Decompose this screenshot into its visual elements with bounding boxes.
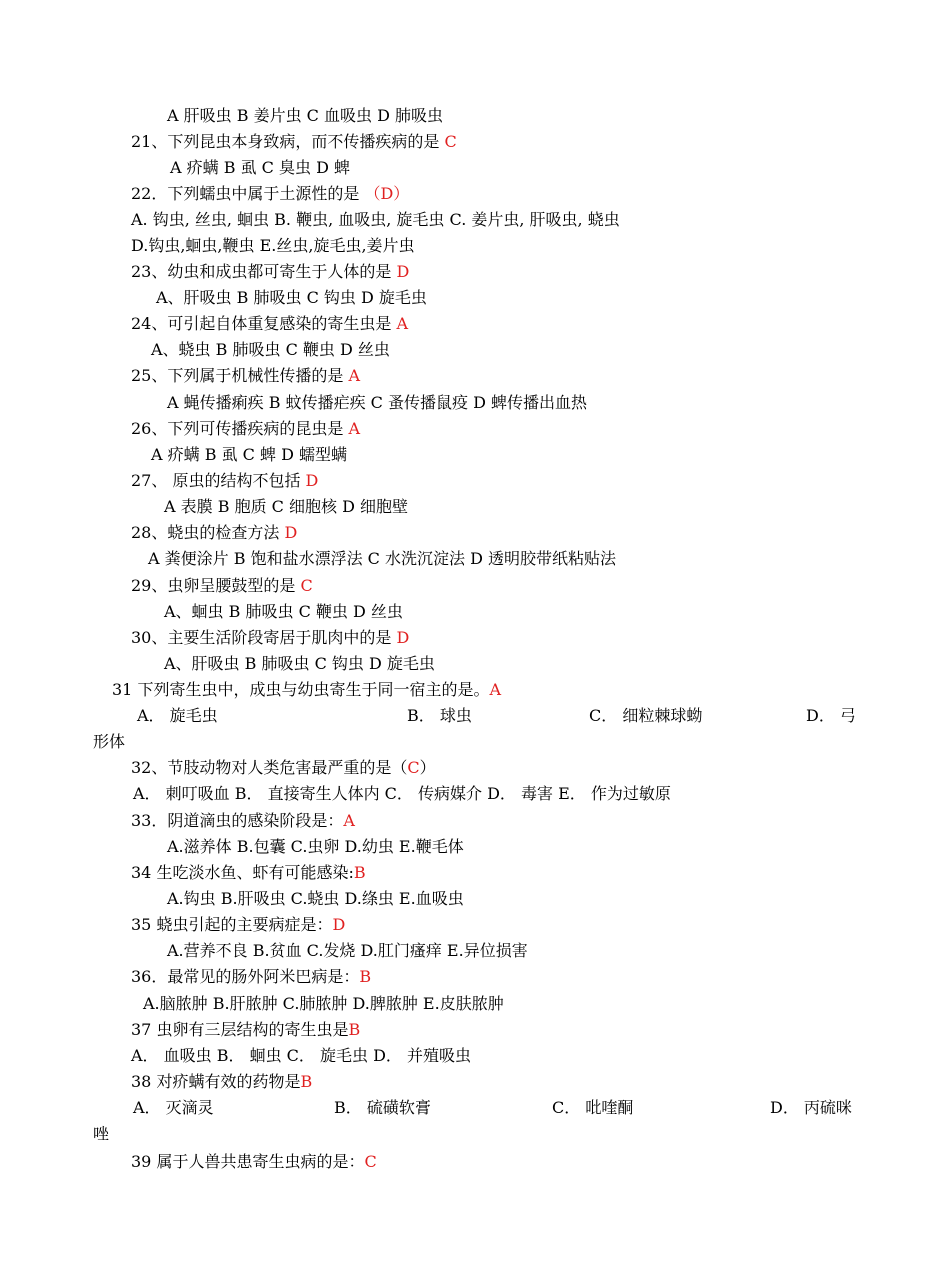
text-line [164,654,435,674]
line-text: 形体 [93,732,126,751]
q31-option-d: D． 弓 [806,706,856,725]
answer-mark: D [332,915,346,934]
text-line [131,262,409,282]
line-text: A 肝吸虫 B 姜片虫 C 血吸虫 D 肺吸虫 [167,106,443,125]
answer-mark: A [343,811,355,830]
q38-option-d: D． 丙硫咪 [770,1098,852,1117]
line-text: 28、蛲虫的检查方法 [131,523,285,542]
text-line [167,889,464,909]
line-text: 36．最常见的肠外阿米巴病是： [131,967,360,986]
text-line [164,497,408,517]
answer-mark: D [396,262,410,281]
text-line [131,628,409,648]
text-line [131,184,409,204]
line-text: 22．下列蠕虫中属于土源性的是 [131,184,365,203]
line-text: 38 对疥螨有效的药物是 [131,1072,301,1091]
answer-mark: B [348,1020,361,1039]
text-line [131,967,371,987]
text-line [131,915,345,935]
text-line [131,758,436,778]
line-text: D.钩虫,蛔虫,鞭虫 E.丝虫,旋毛虫,姜片虫 [131,236,415,255]
line-text: A. 钩虫, 丝虫, 蛔虫 B. 鞭虫, 血吸虫, 旋毛虫 C. 姜片虫, 肝吸虫, 蛲虫 [131,210,620,229]
line-text: A.脑脓肿 B.肝脓肿 C.肺脓肿 D.脾脓肿 E.皮肤脓肿 [143,994,504,1013]
line-text: A、肝吸虫 B 肺吸虫 C 钩虫 D 旋毛虫 [156,288,427,307]
text-line [131,523,297,543]
answer-mark: C [444,132,457,151]
q38-option-b: B． 硫磺软膏 [334,1098,431,1117]
answer-mark: B [353,863,366,882]
answer-mark: B [359,967,372,986]
line-text: 33．阴道滴虫的感染阶段是： [131,811,344,830]
line-text: A 蝇传播痢疾 B 蚊传播疟疾 C 蚤传播鼠疫 D 蜱传播出血热 [167,393,587,412]
text-line [143,994,504,1014]
text-line [131,236,415,256]
line-text: 34 生吃淡水鱼、虾有可能感染: [131,863,354,882]
answer-mark: D [396,628,410,647]
text-line [151,340,390,360]
text-line [164,602,403,622]
q31-option-c: C． 细粒棘球蚴 [589,706,703,725]
q38-option-a: A． 灭滴灵 [133,1098,214,1117]
answer-mark: D [284,523,298,542]
line-text: 21、下列昆虫本身致病，而不传播疾病的是 [131,132,445,151]
answer-mark: A [348,366,361,385]
line-text: 29、虫卵呈腰鼓型的是 [131,576,301,595]
line-text: A、蛲虫 B 肺吸虫 C 鞭虫 D 丝虫 [151,340,390,359]
text-line [131,471,318,491]
text-line [167,106,443,126]
line-text: 24、可引起自体重复感染的寄生虫是 [131,314,397,333]
text-line [131,1152,377,1172]
text-line [131,210,620,230]
line-text: 23、幼虫和成虫都可寄生于人体的是 [131,262,397,281]
line-text: 26、下列可传播疾病的昆虫是 [131,419,349,438]
text-line [170,158,350,178]
text-line [131,1020,360,1040]
q38-option-c: C． 吡喹酮 [552,1098,634,1117]
line-text: 27、 原虫的结构不包括 [131,471,306,490]
text-line [112,680,501,700]
line-text: 32、节肢动物对人类危害最严重的是（ [131,758,408,777]
text-line [133,784,671,804]
text-line [151,445,347,465]
q31-option-a: A． 旋毛虫 [137,706,218,725]
text-line [131,132,457,152]
answer-mark: C [364,1152,377,1171]
line-text: 31 下列寄生虫中，成虫与幼虫寄生于同一宿主的是。 [112,680,490,699]
line-text: A 疥螨 B 虱 C 蜱 D 蠕型螨 [151,445,347,464]
answer-mark: C [407,758,420,777]
answer-mark: B [300,1072,313,1091]
line-text: A、肝吸虫 B 肺吸虫 C 钩虫 D 旋毛虫 [164,654,435,673]
text-line [131,811,355,831]
text-line [131,366,360,386]
line-text: 39 属于人兽共患寄生虫病的是： [131,1152,365,1171]
answer-mark: C [300,576,313,595]
text-line [131,419,360,439]
line-text: 30、主要生活阶段寄居于肌肉中的是 [131,628,397,647]
text-line [131,1072,312,1092]
text-line [167,941,528,961]
line-text: A 粪便涂片 B 饱和盐水漂浮法 C 水洗沉淀法 D 透明胶带纸粘贴法 [148,549,616,568]
line-text: A． 血吸虫 B． 蛔虫 C． 旋毛虫 D． 并殖吸虫 [131,1046,471,1065]
text-line [131,314,408,334]
text-line [93,1124,109,1144]
answer-mark: D [305,471,319,490]
answer-mark: A [396,314,409,333]
q31-option-b: B． 球虫 [407,706,472,725]
text-line [93,732,125,752]
text-line [156,288,427,308]
answer-mark: A [348,419,361,438]
line-text: 唑 [93,1124,110,1143]
text-line [167,837,464,857]
text-line [167,393,587,413]
answer-mark: A [489,680,502,699]
text-line [131,576,313,596]
line-text: A 疥螨 B 虱 C 臭虫 D 蜱 [170,158,350,177]
line-text: A.营养不良 B.贫血 C.发烧 D.肛门瘙痒 E.异位损害 [167,941,528,960]
text-line [148,549,616,569]
line-text: 25、下列属于机械性传播的是 [131,366,349,385]
answer-mark: （D） [364,184,410,203]
line-suffix: ） [419,758,436,777]
line-text: 37 虫卵有三层结构的寄生虫是 [131,1020,349,1039]
line-text: A 表膜 B 胞质 C 细胞核 D 细胞壁 [164,497,408,516]
line-text: A． 刺叮吸血 B． 直接寄生人体内 C． 传病媒介 D． 毒害 E． 作为过敏原 [133,784,671,803]
text-line [131,1046,471,1066]
line-text: 35 蛲虫引起的主要病症是： [131,915,333,934]
text-line [131,863,366,883]
line-text: A、蛔虫 B 肺吸虫 C 鞭虫 D 丝虫 [164,602,403,621]
line-text: A.钩虫 B.肝吸虫 C.蛲虫 D.绦虫 E.血吸虫 [167,889,464,908]
line-text: A.滋养体 B.包囊 C.虫卵 D.幼虫 E.鞭毛体 [167,837,464,856]
